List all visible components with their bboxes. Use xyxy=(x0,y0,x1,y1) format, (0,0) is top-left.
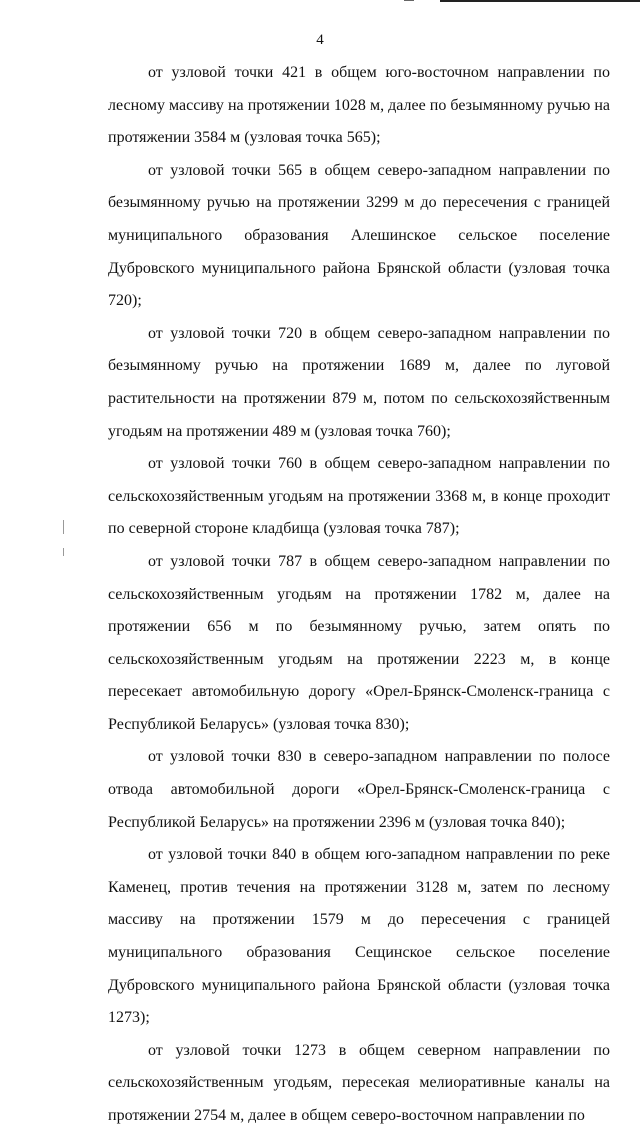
document-body xyxy=(108,57,610,1133)
page-number: 4 xyxy=(316,32,324,48)
paragraph-8: от узловой точки 1273 в общем северном направлении по сельскохозяйственным угодьям, пересекая мелиоративные каналы на протяжении 2754 м, далее в общем северо-восточном направлении по xyxy=(108,1041,610,1124)
paragraph-2: от узловой точки 565 в общем северо-западном направлении по безымянному ручью на протяжении 3299 м до пересечения с границей муниципального образования Алешинское сельское поселение Дубровского муниципального района Брянской области (узловая точка 720); xyxy=(108,161,610,310)
paragraph-7: от узловой точки 840 в общем юго-западном направлении по реке Каменец, против течения на протяжении 3128 м, затем по лесному массиву на протяжении 1579 м до пересечения с границей муниципального образования Сещинское сельское поселение Дубровского муниципального района Брянской области (узловая точка 1273); xyxy=(108,846,610,1027)
scan-margin-mark xyxy=(63,548,64,556)
paragraph-5: от узловой точки 787 в общем северо-западном направлении по сельскохозяйственным угодьям на протяжении 1782 м, далее на протяжении 656 м по безымянному ручью, затем опять по сельскохозяйственным угодьям на протяжении 2223 м, в конце пересекает автомобильную дорогу «Орел-Брянск-Смоленск-граница с Республикой Беларусь» (узловая точка 830); xyxy=(108,552,610,733)
scan-top-dash xyxy=(404,0,414,1)
paragraph-1: от узловой точки 421 в общем юго-восточном направлении по лесному массиву на протяжении 1028 м, далее по безымянному ручью на протяжении 3584 м (узловая точка 565); xyxy=(108,64,610,147)
scan-margin-mark xyxy=(63,520,64,534)
scan-top-rule xyxy=(440,0,640,2)
paragraph-4: от узловой точки 760 в общем северо-западном направлении по сельскохозяйственным угодьям на протяжении 3368 м, в конце проходит по северной стороне кладбища (узловая точка 787); xyxy=(108,455,610,538)
paragraph-6: от узловой точки 830 в северо-западном направлении по полосе отвода автомобильной дороги «Орел-Брянск-Смоленск-граница с Республикой Беларусь» на протяжении 2396 м (узловая точка 840); xyxy=(108,748,610,831)
paragraph-3: от узловой точки 720 в общем северо-западном направлении по безымянному ручью на протяжении 1689 м, далее по луговой растительности на протяжении 879 м, потом по сельскохозяйственным угодьям на протяжении 489 м (узловая точка 760); xyxy=(108,324,610,440)
